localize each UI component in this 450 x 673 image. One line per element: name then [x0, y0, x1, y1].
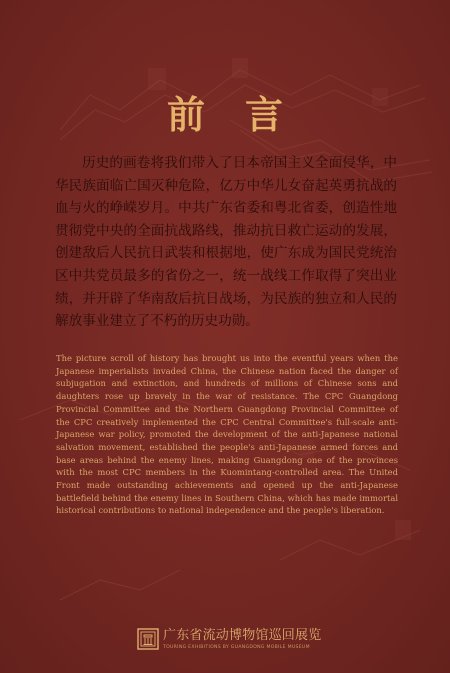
- organization-name: 广东省流动博物馆巡回展览: [163, 628, 322, 643]
- english-body-text: The picture scroll of history has brought us into the eventful years when the Japanese imperialists invaded China, the Chinese nation faced the danger of subjugation and extinction, and hundreds of millions of Chinese sons and daughters rose up bravely in the war of resistance. The CPC Guangdong Provincial Committee and the Northern Guangdong Provincial Committee of the CPC creatively implemented the CPC Central Committee's full-scale anti-Japanese war policy, promoted the development of the anti-Japanese national salvation movement, established the people's anti-Japanese armed forces and base areas behind the enemy lines, making Guangdong one of the provinces with the most CPC members in the Kuomintang-controlled area. The United Front made outstanding achievements and opened up the anti-Japanese battlefield behind the enemy lines in Southern China, which has made immortal historical contributions to national independence and the people's liberation.: [56, 353, 398, 516]
- page-title: 前言: [166, 92, 323, 138]
- museum-seal-icon: [137, 628, 159, 650]
- organization-name-english: TOURING EXHIBITIONS BY GUANGDONG MOBILE MUSEUM: [163, 645, 310, 650]
- chinese-body-text: 历史的画卷将我们带入了日本帝国主义全面侵华，中华民族面临亡国灭种危险，亿万中华儿女奋起英勇抗战的血与火的峥嵘岁月。中共广东省委和粤北省委，创造性地贯彻党中央的全面抗战路线，推动抗日救亡运动的发展，创建敌后人民抗日武装和根据地，使广东成为国民党统治区中共党员最多的省份之一，统一战线工作取得了突出业绩，并开辟了华南敌后抗日战场，为民族的独立和人民的解放事业建立了不朽的历史功勋。: [55, 155, 397, 330]
- footer: [0, 628, 450, 658]
